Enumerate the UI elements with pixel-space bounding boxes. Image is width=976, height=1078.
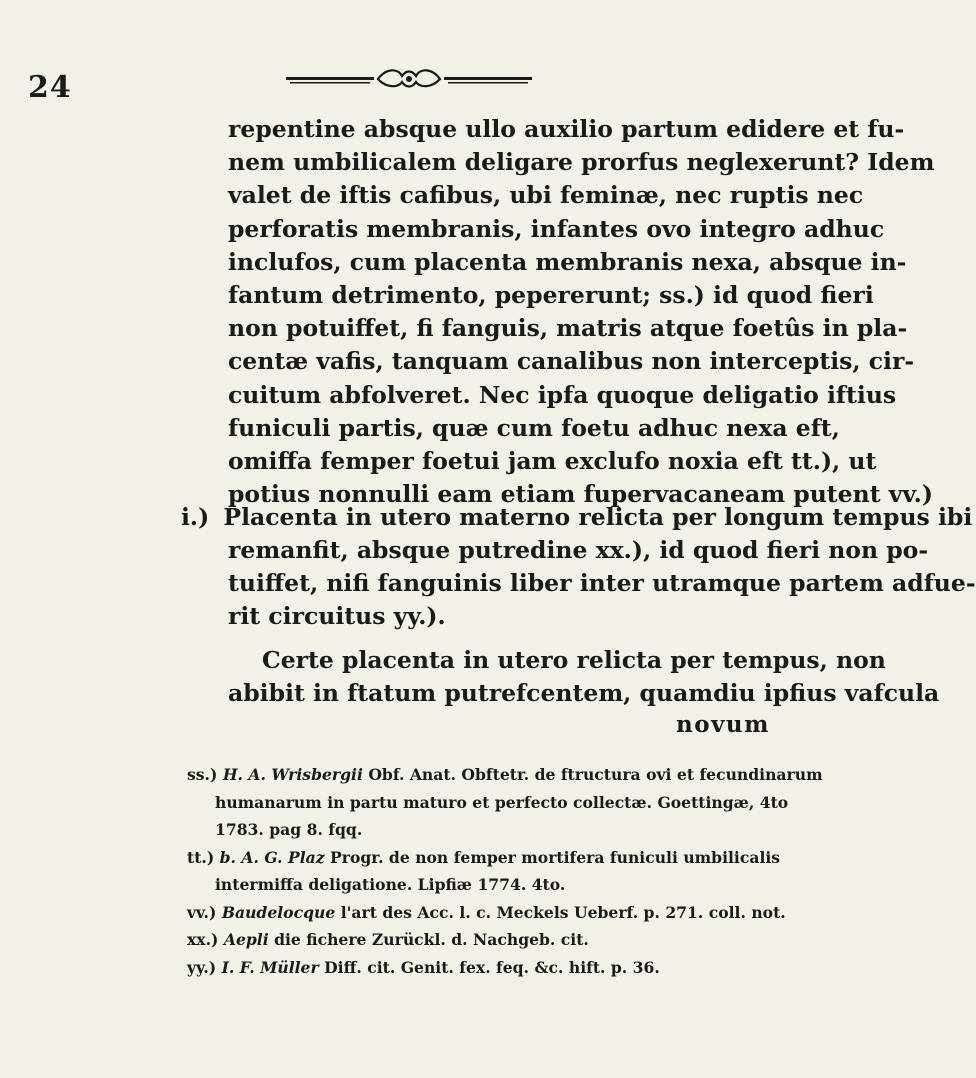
text-line: tuiffet, nifi fanguinis liber inter utramque partem adfue-	[228, 569, 976, 597]
footnote-author: I. F. Müller	[221, 957, 319, 977]
footnote	[187, 926, 787, 954]
text-line: inclufos, cum placenta membranis nexa, absque in-	[228, 247, 907, 276]
footnote-author: H. A. Wrisbergii	[222, 765, 363, 784]
footnote	[187, 844, 787, 872]
footnote-text: die fichere Zurückl. d. Nachgeb. cit.	[274, 930, 589, 949]
footnote-continuation: humanarum in partu maturo et perfecto collectæ. Goettingæ, 4to	[215, 792, 789, 812]
footnote-text: l'art des Acc. l. c. Meckels Ueberf. p. 271. coll. not.	[340, 902, 786, 922]
text-line: rit circuitus yy.).	[228, 602, 446, 630]
footnote-text: Obf. Anat. Obftetr. de ftructura ovi et fecundinarum	[368, 765, 823, 784]
page-number: 24	[28, 70, 72, 105]
main-paragraph	[228, 113, 935, 511]
footnote-label: yy.)	[187, 957, 217, 977]
item-label: i.)	[181, 503, 210, 531]
text-line: funiculi partis, quæ cum foetu adhuc nexa eft,	[228, 413, 840, 442]
second-paragraph	[228, 644, 940, 710]
text-line: nem umbilicalem deligare prorfus neglexerunt? Idem	[228, 148, 935, 177]
text-line: fantum detrimento, pepererunt; ss.) id quod fieri	[228, 281, 874, 310]
footnote-label: tt.)	[187, 847, 215, 867]
footnote-continuation: 1783. pag 8. fqq.	[215, 820, 363, 839]
footnotes	[187, 761, 823, 981]
header-ornament-icon	[286, 66, 532, 92]
footnote-author: Aepli	[223, 930, 269, 949]
footnote-author: b. A. G. Plaz	[219, 847, 325, 867]
text-line: Placenta in utero materno relicta per longum tempus ibi	[223, 503, 973, 531]
text-line: Certe placenta in utero relicta per tempus, non	[262, 646, 886, 674]
footnote-label: vv.)	[187, 902, 217, 922]
footnote-author: Baudelocque	[221, 902, 336, 922]
footnote-label: ss.)	[187, 765, 218, 784]
footnote	[187, 899, 787, 927]
footnote-text: Diff. cit. Genit. fex. feq. &c. hift. p. 36.	[324, 957, 660, 977]
text-line: potius nonnulli eam etiam fupervacaneam putent vv.)	[228, 480, 933, 509]
catchword: novum	[676, 711, 770, 738]
footnote-text: Progr. de non femper mortifera funiculi umbilicalis	[330, 847, 781, 867]
text-line: non potuiffet, fi fanguis, matris atque foetûs in pla-	[228, 314, 908, 343]
item-i	[181, 501, 973, 534]
text-line: centæ vafis, tanquam canalibus non interceptis, cir-	[228, 347, 915, 376]
footnote-label: xx.)	[187, 930, 219, 949]
text-line: remanfit, absque putredine xx.), id quod fieri non po-	[228, 536, 929, 564]
footnote	[187, 954, 787, 982]
text-line: perforatis membranis, infantes ovo integro adhuc	[228, 214, 885, 243]
footnote	[187, 761, 823, 789]
text-line: abibit in ftatum putrefcentem, quamdiu ipfius vafcula	[228, 679, 940, 708]
text-line: cuitum abfolveret. Nec ipfa quoque deligatio iftius	[228, 380, 897, 409]
text-line: repentine absque ullo auxilio partum edidere et fu-	[228, 115, 905, 143]
text-line: valet de iftis cafibus, ubi feminæ, nec ruptis nec	[228, 181, 864, 210]
text-line: omiffa femper foetui jam exclufo noxia eft tt.), ut	[228, 447, 877, 476]
footnote-continuation: intermiffa deligatione. Lipfiæ 1774. 4to.	[215, 875, 566, 894]
